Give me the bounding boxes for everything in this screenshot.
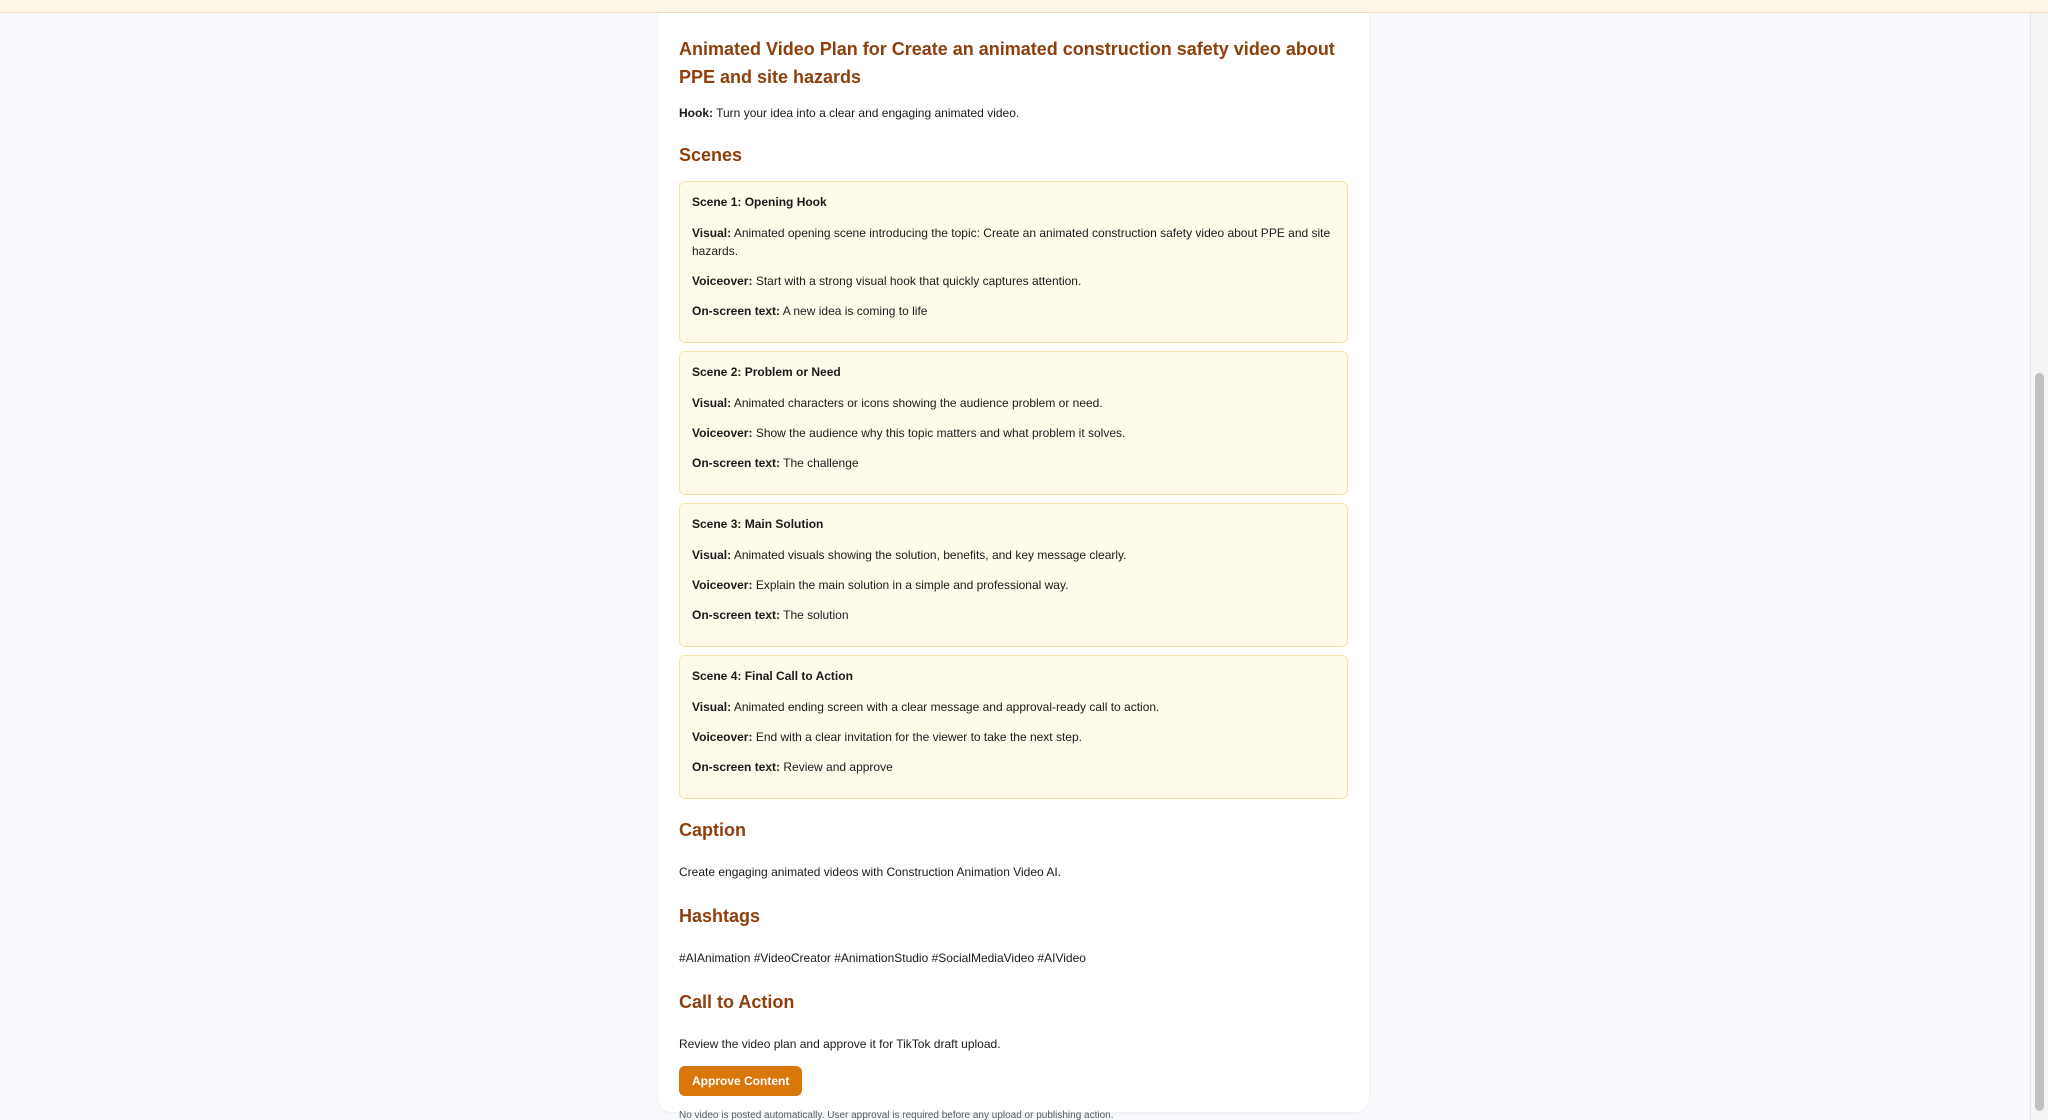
scene-voiceover [692,576,1335,594]
scene-title: Scene 1: Opening Hook [692,195,827,209]
scene-onscreen-text [692,454,1335,472]
voiceover-text: End with a clear invitation for the viewer to take the next step. [755,730,1082,744]
scene-card-2 [679,351,1348,495]
onscreen-text: A new idea is coming to life [782,304,928,318]
scene-onscreen-text [692,302,1335,320]
caption-text: Create engaging animated videos with Construction Animation Video AI. [679,865,1062,879]
scene-visual [692,394,1335,412]
onscreen-label: On-screen text: [692,304,781,318]
visual-text: Animated ending screen with a clear message and approval-ready call to action. [733,700,1160,714]
scene-onscreen-text [692,758,1335,776]
visual-text: Animated opening scene introducing the topic: Create an animated construction safety video about PPE and site hazards. [692,226,1331,258]
scene-visual [692,698,1335,716]
hashtags-text: #AIAnimation #VideoCreator #AnimationStudio #SocialMediaVideo #AIVideo [679,951,1086,965]
scene-card-1 [679,181,1348,343]
scenes-heading: Scenes [679,145,743,165]
hook-label: Hook: [679,106,713,120]
scene-title: Scene 3: Main Solution [692,517,824,531]
hook-line [679,105,1348,121]
scene-card-3 [679,503,1348,647]
onscreen-text: The challenge [783,456,859,470]
scene-title: Scene 4: Final Call to Action [692,669,853,683]
scene-voiceover [692,424,1335,442]
hook-text: Turn your idea into a clear and engaging animated video. [716,106,1020,120]
voiceover-label: Voiceover: [692,730,753,744]
scene-title: Scene 2: Problem or Need [692,365,841,379]
visual-label: Visual: [692,396,732,410]
approve-content-button[interactable]: Approve Content [679,1066,802,1096]
scrollbar-thumb[interactable] [2035,373,2044,1111]
scene-onscreen-text [692,606,1335,624]
call-to-action-text: Review the video plan and approve it for TikTok draft upload. [679,1037,1001,1051]
page-scrollbar[interactable] [2030,13,2048,1120]
visual-label: Visual: [692,700,732,714]
voiceover-text: Explain the main solution in a simple and professional way. [755,578,1069,592]
call-to-action-heading: Call to Action [679,992,795,1012]
caption-heading: Caption [679,820,746,840]
visual-text: Animated characters or icons showing the audience problem or need. [733,396,1103,410]
voiceover-label: Voiceover: [692,426,753,440]
visual-label: Visual: [692,548,732,562]
onscreen-label: On-screen text: [692,456,781,470]
scene-voiceover [692,272,1335,290]
onscreen-label: On-screen text: [692,760,781,774]
plan-title: Animated Video Plan for Create an animated construction safety video about PPE and site hazards [679,39,1335,87]
onscreen-label: On-screen text: [692,608,781,622]
voiceover-label: Voiceover: [692,578,753,592]
onscreen-text: The solution [783,608,849,622]
scene-card-4 [679,655,1348,799]
approval-disclaimer: No video is posted automatically. User approval is required before any upload or publishing action. [679,1110,1114,1120]
voiceover-label: Voiceover: [692,274,753,288]
onscreen-text: Review and approve [783,760,893,774]
scene-voiceover [692,728,1335,746]
scene-visual [692,224,1335,260]
scene-list [679,181,1348,799]
voiceover-text: Start with a strong visual hook that quickly captures attention. [755,274,1082,288]
top-banner-strip [0,0,2048,13]
hashtags-heading: Hashtags [679,906,761,926]
visual-label: Visual: [692,226,732,240]
visual-text: Animated visuals showing the solution, benefits, and key message clearly. [733,548,1127,562]
voiceover-text: Show the audience why this topic matters and what problem it solves. [755,426,1126,440]
scene-visual [692,546,1335,564]
video-plan-card [658,13,1369,1120]
